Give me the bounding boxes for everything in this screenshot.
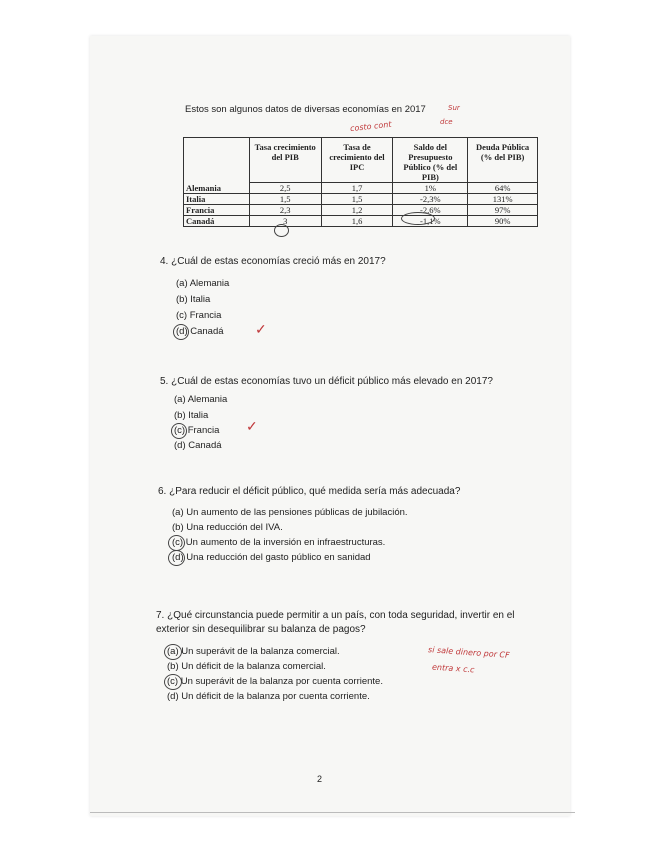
table-cell: 2,3	[249, 205, 321, 216]
country-cell: Italia	[184, 194, 250, 205]
q6-option-d: (d) Una reducción del gasto público en sanidad	[172, 552, 371, 563]
answer-circle-mark	[168, 535, 185, 551]
check-mark-icon: ✓	[255, 321, 267, 337]
table-cell: 1,2	[321, 205, 393, 216]
q6-option-a: (a) Un aumento de las pensiones públicas de jubilación.	[172, 507, 408, 518]
q4-option-d: (d) Canadá	[176, 326, 224, 337]
table-cell: 64%	[468, 183, 538, 194]
table-cell: 1,5	[249, 194, 321, 205]
table-header-cell	[184, 138, 250, 183]
handwritten-note: dce	[440, 118, 453, 126]
q7-option-c: (c) Un superávit de la balanza por cuenta corriente.	[167, 676, 383, 687]
table-cell: -1,1%	[393, 216, 468, 227]
table-cell: 97%	[468, 205, 538, 216]
answer-circle-mark	[168, 550, 185, 566]
q4-option-c: (c) Francia	[176, 310, 222, 321]
table-row	[184, 216, 538, 227]
answer-circle-mark	[171, 423, 187, 439]
table-cell: 1,5	[321, 194, 393, 205]
q5-option-a: (a) Alemania	[174, 394, 228, 405]
q6-option-b: (b) Una reducción del IVA.	[172, 522, 283, 533]
table-header-cell: Tasa de crecimiento del IPC	[321, 138, 393, 183]
q5-option-d: (d) Canadá	[174, 440, 222, 451]
table-row	[184, 194, 538, 205]
table-header-cell: Saldo del Presupuesto Público (% del PIB)	[393, 138, 468, 183]
question-6: 6. ¿Para reducir el déficit público, qué medida sería más adecuada?	[158, 486, 461, 497]
answer-circle-mark	[164, 674, 182, 690]
table-header-cell: Tasa crecimiento del PIB	[249, 138, 321, 183]
q6-option-c: (c) Un aumento de la inversión en infraestructuras.	[172, 537, 386, 548]
q7-option-d: (d) Un déficit de la balanza por cuenta corriente.	[167, 691, 370, 702]
intro-text: Estos son algunos datos de diversas economías en 2017	[185, 104, 426, 115]
table-cell: 2,5	[249, 183, 321, 194]
question-5: 5. ¿Cuál de estas economías tuvo un déficit público más elevado en 2017?	[160, 376, 493, 387]
table-cell: 1,7	[321, 183, 393, 194]
question-4: 4. ¿Cuál de estas economías creció más en 2017?	[160, 256, 386, 267]
country-cell: Francia	[184, 205, 250, 216]
hand-circle-mark	[401, 212, 435, 225]
economy-data-table	[183, 137, 538, 227]
check-mark-icon: ✓	[246, 418, 258, 434]
page-number: 2	[317, 774, 323, 784]
table-cell: 90%	[468, 216, 538, 227]
table-cell: -2,6%	[393, 205, 468, 216]
hand-circle-mark	[274, 224, 289, 237]
country-cell: Canadá	[184, 216, 250, 227]
q4-option-b: (b) Italia	[176, 294, 211, 305]
answer-circle-mark	[173, 324, 189, 340]
handwritten-note: entra x c.c	[431, 662, 475, 675]
q5-option-c: (c) Francia	[174, 425, 220, 436]
q5-option-b: (b) Italia	[174, 410, 209, 421]
q7-option-a: (a) Un superávit de la balanza comercial.	[167, 646, 340, 657]
q4-option-a: (a) Alemania	[176, 278, 230, 289]
q7-option-b: (b) Un déficit de la balanza comercial.	[167, 661, 326, 672]
answer-circle-mark	[164, 644, 182, 660]
handwritten-note: Sur	[448, 104, 460, 112]
table-cell: 1%	[393, 183, 468, 194]
table-cell: 131%	[468, 194, 538, 205]
table-cell: 1,6	[321, 216, 393, 227]
question-7-line2: exterior sin desequilibrar su balanza de pagos?	[156, 624, 366, 635]
table-row	[184, 183, 538, 194]
handwritten-note: si sale dinero por CF	[427, 645, 510, 660]
table-header-row	[184, 138, 538, 183]
table-header-cell: Deuda Pública (% del PIB)	[468, 138, 538, 183]
question-7-line1: 7. ¿Qué circunstancia puede permitir a un país, con toda seguridad, invertir en el	[156, 610, 515, 621]
table-cell: 3	[249, 216, 321, 227]
table-cell: -2,3%	[393, 194, 468, 205]
handwritten-note: costo cont	[349, 119, 392, 134]
country-cell: Alemania	[184, 183, 250, 194]
table-row	[184, 205, 538, 216]
page-edge-line	[90, 812, 575, 813]
